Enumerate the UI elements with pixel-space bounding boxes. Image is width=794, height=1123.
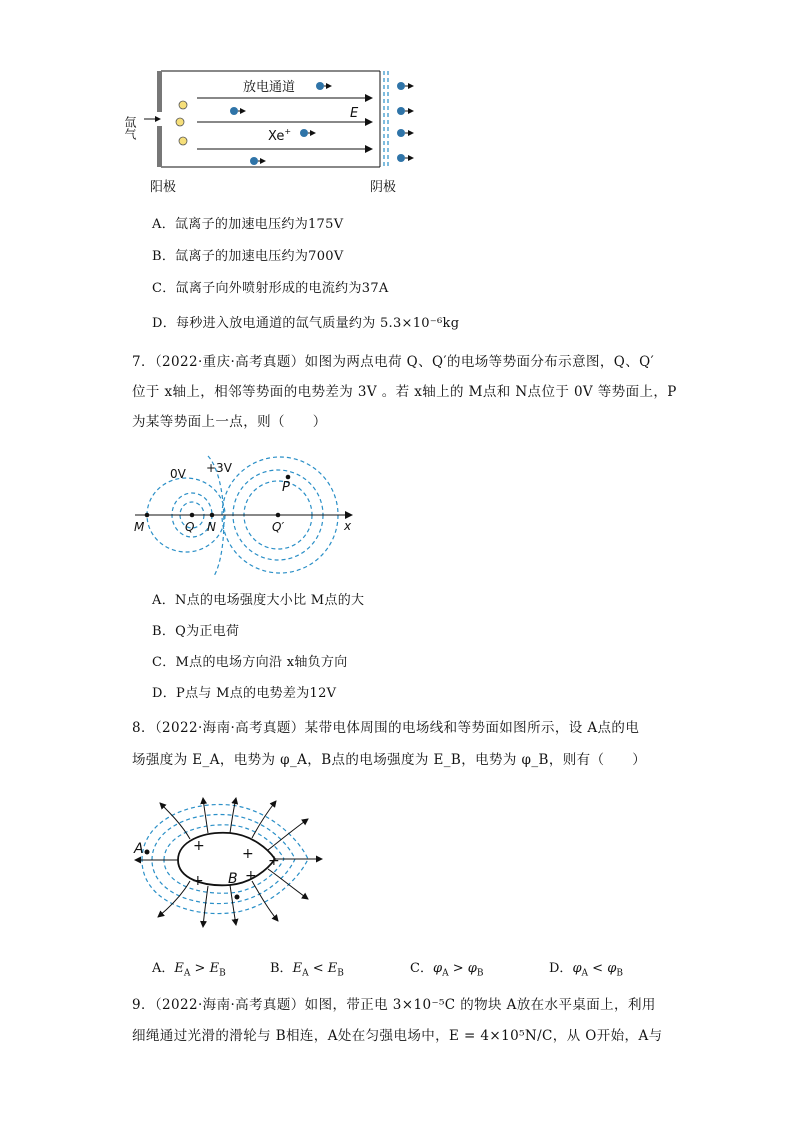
q7-equipotential-figure — [130, 448, 370, 583]
q9-stem-line-2: 细绳通过光滑的滑轮与 B相连，A处在匀强电场中，E = 4×10⁵N/C，从 O开始，A与 — [132, 1028, 663, 1044]
q6-option-b[interactable]: B．氙离子的加速电压约为700V — [152, 249, 344, 264]
q6-thruster-figure — [123, 64, 420, 199]
q7-option-d[interactable]: D．P点与 M点的电势差为12V — [152, 686, 337, 701]
channel-title: 放电通道 — [243, 80, 296, 95]
q7-option-a[interactable]: A．N点的电场强度大小比 M点的大 — [152, 593, 365, 608]
ion-label: Xe+ — [268, 127, 292, 144]
label-0v: 0V — [170, 467, 186, 481]
label-b: B — [228, 871, 238, 887]
anode-label: 阳极 — [150, 180, 177, 195]
q7-option-c[interactable]: C．M点的电场方向沿 x轴负方向 — [152, 655, 348, 670]
label-q: Q — [185, 520, 195, 534]
label-p: P — [282, 480, 290, 495]
q7-stem-line-1: 7．（2022·重庆·高考真题）如图为两点电荷 Q、Q′的电场等势面分布示意图，Q、Q′ — [132, 354, 655, 370]
label-a: A — [134, 841, 144, 857]
q8-option-d[interactable]: D．$\varphi_A < \varphi_B$ — [549, 961, 623, 979]
plus-sign: + — [268, 853, 280, 869]
q6-option-c[interactable]: C．氙离子向外喷射形成的电流约为37A — [152, 281, 389, 296]
q9-stem-line-1: 9．（2022·海南·高考真题）如图，带正电 3×10⁻⁵C 的物块 A放在水平桌面上，利用 — [132, 997, 656, 1013]
label-q-prime: Q′ — [272, 520, 285, 534]
plus-sign: + — [192, 873, 204, 889]
plus-sign: + — [242, 846, 254, 862]
q6-option-a[interactable]: A．氙离子的加速电压约为175V — [152, 217, 344, 232]
q7-stem-line-3: 为某等势面上一点，则（ ） — [132, 414, 327, 430]
q8-option-a[interactable]: A．$E_A > E_B$ — [152, 961, 226, 979]
anode-plate-bottom — [157, 126, 162, 167]
plus-sign: + — [193, 838, 205, 854]
q8-option-c[interactable]: C．$\varphi_A > \varphi_B$ — [410, 961, 484, 979]
q6-option-d[interactable]: D．每秒进入放电通道的氙气质量约为 5.3×10⁻⁶kg — [152, 316, 460, 331]
q8-option-b[interactable]: B．$E_A < E_B$ — [270, 961, 344, 979]
q8-field-figure — [130, 795, 330, 945]
field-label: E — [350, 106, 359, 121]
gas-label: 氙气 — [123, 116, 137, 140]
label-x: x — [344, 519, 352, 533]
label-n: N — [207, 520, 216, 534]
cathode-label: 阴极 — [370, 180, 397, 195]
anode-plate-top — [157, 71, 162, 112]
plus-sign: + — [245, 868, 257, 884]
q8-stem-line-1: 8．（2022·海南·高考真题）某带电体周围的电场线和等势面如图所示，设 A点的电 — [132, 720, 640, 736]
label-m: M — [134, 520, 145, 534]
field-lines — [197, 98, 372, 149]
ions-outside — [397, 82, 413, 162]
label-3v: +3V — [206, 461, 232, 475]
q7-option-b[interactable]: B．Q为正电荷 — [152, 624, 240, 639]
q8-stem-line-2: 场强度为 E_A，电势为 φ_A，B点的电场强度为 E_B，电势为 φ_B，则有（ ） — [132, 752, 647, 768]
q7-stem-line-2: 位于 x轴上，相邻等势面的电势差为 3V 。若 x轴上的 M点和 N点位于 0V 等势面上，P — [132, 384, 677, 400]
